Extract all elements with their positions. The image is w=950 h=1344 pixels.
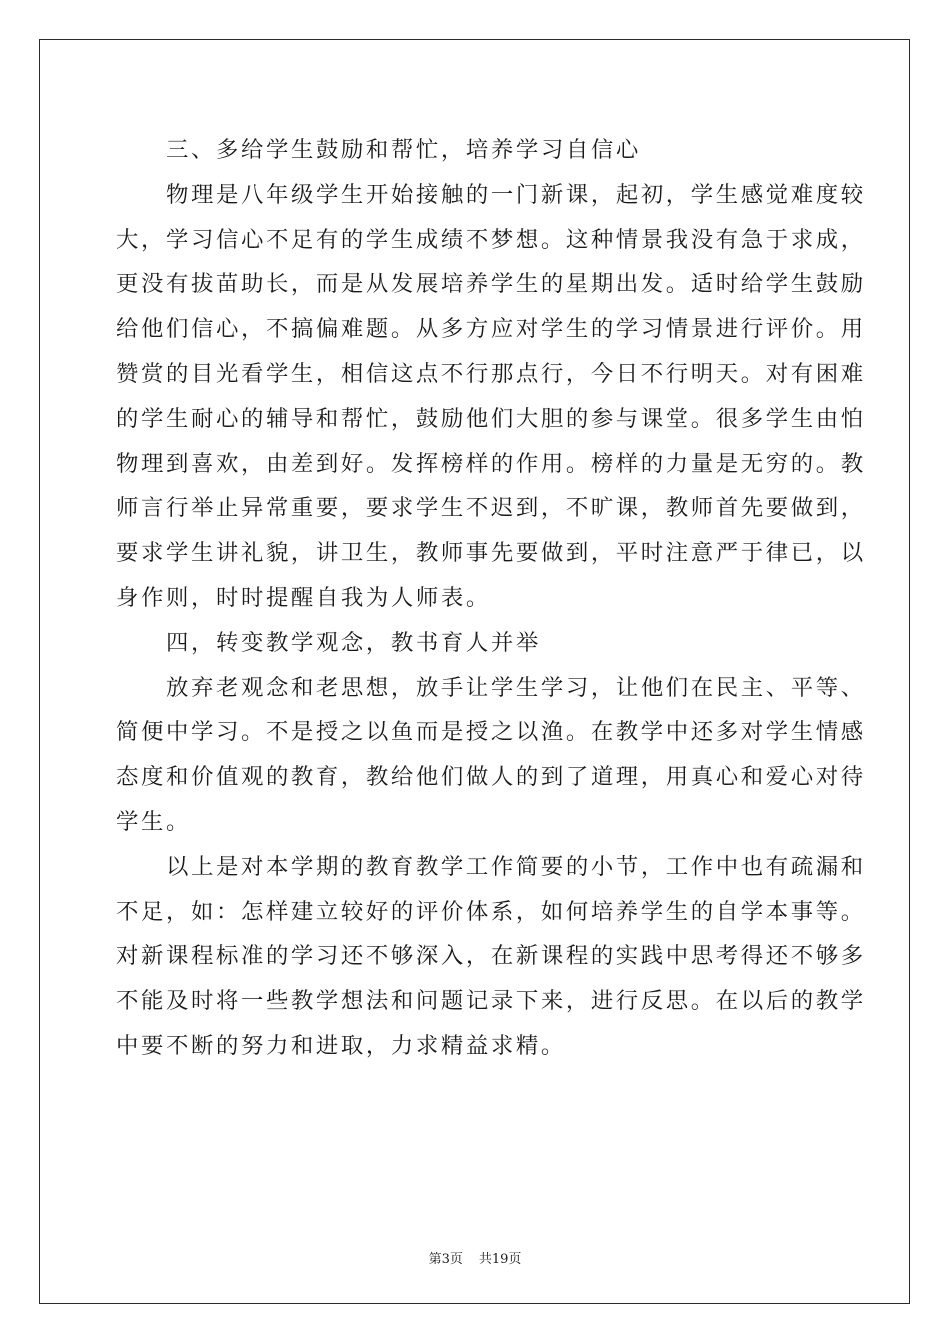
body-line: 更没有拔苗助长，而是从发展培养学生的星期出发。适时给学生鼓励 [116, 271, 866, 298]
body-line: 赞赏的目光看学生，相信这点不行那点行，今日不行明天。对有困难 [116, 360, 866, 387]
section-heading-4: 四，转变教学观念，教书育人并举 [166, 629, 541, 656]
body-line: 的学生耐心的辅导和帮忙，鼓励他们大胆的参与课堂。很多学生由怕 [116, 405, 866, 432]
body-line: 给他们信心，不搞偏难题。从多方应对学生的学习情景进行评价。用 [116, 316, 866, 343]
page-number: 第3页 [428, 1252, 463, 1267]
body-line: 放弃老观念和老思想，放手让学生学习，让他们在民主、平等、 [166, 674, 866, 701]
body-line: 不足，如：怎样建立较好的评价体系，如何培养学生的自学本事等。 [116, 898, 866, 925]
page-total: 共19页 [478, 1252, 522, 1267]
body-line: 态度和价值观的教育，教给他们做人的到了道理，用真心和爱心对待 [116, 764, 866, 791]
document-body [116, 128, 866, 1069]
body-line: 中要不断的努力和进取，力求精益求精。 [116, 1032, 566, 1059]
body-line: 师言行举止异常重要，要求学生不迟到，不旷课，教师首先要做到， [116, 495, 866, 522]
body-line: 学生。 [116, 808, 191, 835]
body-line: 对新课程标准的学习还不够深入，在新课程的实践中思考得还不够多 [116, 943, 866, 970]
body-line: 不能及时将一些教学想法和问题记录下来，进行反思。在以后的教学 [116, 988, 866, 1015]
body-line: 物理到喜欢，由差到好。发挥榜样的作用。榜样的力量是无穷的。教 [116, 450, 866, 477]
body-line: 简便中学习。不是授之以鱼而是授之以渔。在教学中还多对学生情感 [116, 719, 866, 746]
section-heading-3: 三、多给学生鼓励和帮忙，培养学习自信心 [166, 137, 641, 163]
page-footer [0, 1248, 950, 1267]
body-line: 身作则，时时提醒自我为人师表。 [116, 584, 491, 611]
body-line: 大，学习信心不足有的学生成绩不梦想。这种情景我没有急于求成， [116, 226, 866, 253]
body-line: 物理是八年级学生开始接触的一门新课，起初，学生感觉难度较 [166, 181, 866, 208]
body-line: 要求学生讲礼貌，讲卫生，教师事先要做到，平时注意严于律已，以 [116, 540, 866, 567]
body-line: 以上是对本学期的教育教学工作简要的小节，工作中也有疏漏和 [166, 853, 866, 880]
